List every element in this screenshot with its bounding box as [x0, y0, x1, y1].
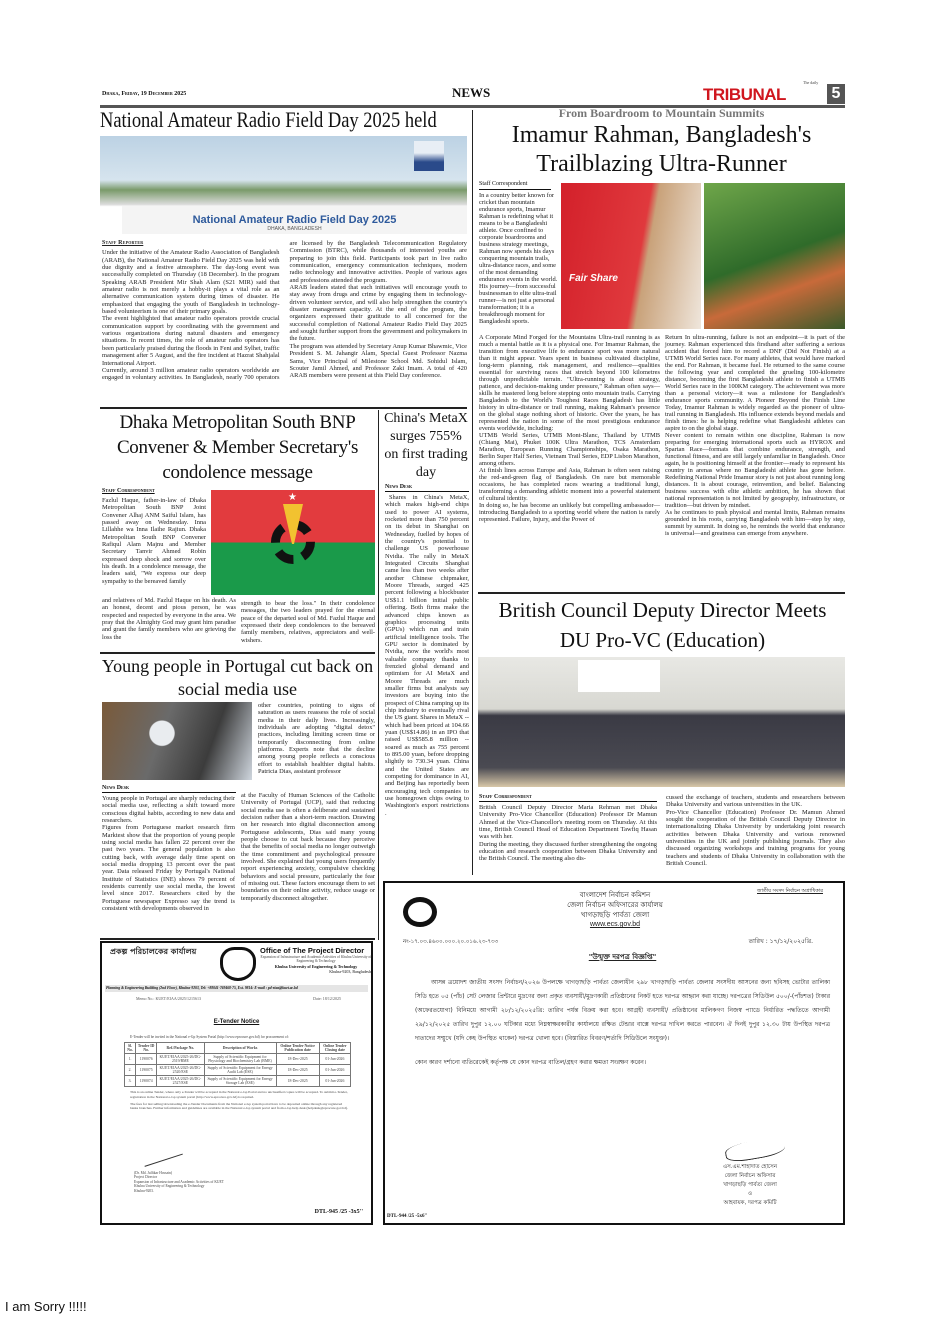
- page-number: 5: [827, 84, 845, 104]
- runner-col2: Return In ultra-running, failure is not an endpoint—it is part of the journey. Rahman experienced this firsthand after suffering a serious accident that forced him to record a DNF (Did Not Finish) at a UTMB World Series race. For many athletes, that would have marked the end. For Rahman, it became fuel. He returned to the same course the following year and completed the grueling 100-kilometre distance, becoming the first Bangladeshi athlete to finish a UTMB World Series race in the 100KM category. The achievement was more than a personal victory—it was a milestone for Bangladesh's endurance sports community. A Pioneer Beyond the Finish Line Today, Imamur Rahman is widely regarded as the pioneer of ultra-trail running in Bangladesh. His influence extends beyond medals and finish times: he is helping redefine what Bangladeshi athletes can aspire to on the global stage. Never content to remain within one discipline, Rahman is now preparing for emerging international sports such as HYROX and Spartan Race—formats that combine endurance, strength, and functional fitness, and are still largely unfamiliar in Bangladesh. Once again, he is positioning himself at the frontier—ready to represent his country in arenas where no Bangladeshi athlete has gone before. Redefining National Pride Imamur story is not just about running long distances. It is about courage, reinvention, and belief. Balancing business success with elite athletic ambition, he has shown that national representation is not limited by geography, infrastructure, or tradition—but driven by mindset. As he continues to push physical and mental limits, Rahman remains grounded in his roots, carrying Bangladesh with him—step by step, summit by summit. In doing so, he reminds the world that endurance is universal—and greatness can emerge from anywhere.: [665, 334, 845, 537]
- bnp-rule: [100, 652, 375, 654]
- metax-text: Shares in China's MetaX, which makes high-end chips used to power AI systems, rocketed more than 750 percent on its debut in Shanghai on Wednesday, fuelled by hopes of the country's potential to challenge US powerhouse Nvidia. The rally in MetaX Integrated Circuits Shanghai came less than two weeks after another Chinese chipmaker, Moore Threads, surged 425 percent following a blockbuster US$1.1 billion initial public offering. Both firms make the advanced chips known as graphics processing units (GPUs) which run and train artificial intelligence tools. The GPU sector is dominated by Nvidia, now the world's most valuable company thanks to frenzied global demand and optimism for AI MetaX and Moore Threads are much smaller firms but analysts say investors are buying into the prospect of China ramping up its chip industry to eventually rival the US giant. Shares in MetaX -- which had been priced at 104.66 yuan (US$14.86) in an IPO that raised US$585.8 million -- soared as much as 755 percent to 895.00 yuan, before dropping slightly to 730.34 yuan. China and the United States are competing for dominance in AI, and Beijing has reportedly been encouraging tech companies to use homegrown chips owing to Washington's export restrictions .: [385, 494, 469, 817]
- kuet-signature: [141, 1143, 183, 1167]
- portrait-inset: [414, 141, 444, 171]
- logo-small: The daily: [803, 80, 819, 85]
- section-title: NEWS: [452, 85, 491, 100]
- runner-rule: [478, 592, 845, 594]
- runner-col1: A Corporate Mind Forged for the Mountains Ultra-trail running is as much a mental battle as it is a physical one. For Imamur Rahman, the transition from executive life to endurance sport was more natural than it might appear. Years spent in business cultivated discipline, long-term planning, risk management, and resilience—qualities essential for surviving races that stretch beyond 100 kilometres through unpredictable terrain. "Ultra-running is about strategy, patience, and decision-making under pressure," Rahman often says—skills he mastered long before stepping onto mountain trails. Carrying Bangladesh to the World's Toughest Races Bangladesh has little history in ultra-distance or trail running, making Rahman's presence on the global stage nothing short of historic. Over the years, he has represented the nation in some of the most prestigious endurance events worldwide, including: UTMB World Series, UTMB Mont-Blanc, Thailand by UTMB (Chiang Mai), Phuket 100K Ultra Marathon, TCS Amsterdam Marathon, European Running Championships, Osaka Marathon, Berlin Super Half Series, Vietnam Trail Series, EDP Lisbon Marathon, among others. At finish lines across Europe and Asia, Rahman is often seen raising the red-and-green flag of Bangladesh. On rare but memorable occasions, he has completed races wearing a traditional lungi, transforming a demanding athletic moment into a powerful statement of cultural identity. In doing so, he has become an unlikely but compelling ambassador—introducing Bangladesh to a sporting world where the nation is rarely represented. Failure, Injury, and the Power of: [479, 334, 660, 523]
- kuet-notice-title: E-Tender Notice: [213, 1019, 260, 1025]
- runner-intro: In a country better known for cricket than mountain endurance sports, Imamur Rahman is redefining what it means to be a Bangladeshi athlete. Once confined to corporate boardrooms and business strategy meetings, Rahman now spends his days conquering mountain trails, ultra-distance races, and some of the most demanding endurance events in the world. His journey—from successful businessman to elite ultra-trail runner—is not just a personal transformation; it is a breakthrough moment for Bangladeshi sports.: [479, 192, 558, 325]
- runner-headline: Imamur Rahman, Bangladesh's Trailblazing Ultra-Runner: [511, 122, 812, 177]
- table-row: 3. 1190074 KUET/EIAA/2025-26/DG-2527/ESE Supply of Scientific Equipment for Energy Storage Lab (ESE) 18-Dec-2025 01-Jan-2026: [125, 1076, 351, 1087]
- dateline: Dhaka, Friday, 19 December 2025: [102, 91, 187, 97]
- bnp-divider: [378, 410, 379, 940]
- runner-photo-trail: [704, 183, 845, 329]
- footer-note: I am Sorry !!!!!: [5, 1299, 87, 1314]
- phone-photo: [102, 702, 252, 780]
- portugal-col2: at the Faculty of Human Sciences of the Catholic University of Portugal (UCP), said that reducing social media use is often a deliberate and sustained decision rather than a short-term reaction. Drawing on her research into digital disconnection among Portuguese adolescents, Dias said many young people choose to cut back because they perceive that the benefits of social media no longer outweigh the time commitment and psychological pressure involved. She explained that young users frequently report experiencing anxiety, compulsive checking behaviors and social pressure, particularly the fear of missing out. These factors encourage them to set boundaries on their online activity, reduce usage or temporarily disconnect altogether.: [241, 792, 375, 902]
- british-byline: Staff Correspondent: [479, 794, 657, 802]
- meeting-room-sign: [578, 660, 660, 692]
- radio-headline: National Amateur Radio Field Day 2025 held: [100, 107, 437, 132]
- table-row: 1. 1190076 KUET/EIAA/2025-26/DG-2519/BME Supply of Scientific Equipment for Physiology and Biochemistry Lab (BME) 18-Dec-2025 01-Jan-2026: [125, 1054, 351, 1065]
- portugal-headline: Young people in Portugal cut back on social media use: [101, 656, 374, 699]
- kuet-body-flow: E-Tender will be invited in the National e-Gp System Portal (http://www.eprocure.gov.bd) for procurement of: Sl. No. Tender ID No. Ref./Package No. Description of Works Online Tender Notice Publication date Online Tender Closing date 1. 1190076 KUET/EIAA/2025-26/DG-2519/BME Supply of Scientific Equipment for Physiology and Biochemistry Lab (BME) 18-Dec-2025 01-Jan-2026 2. 1190075 KUET/EIAA/2025-26/DG-2520/ESE Supply of Scientific Equipment for Energy Audit Lab (ESE) 18-Dec-2025 01-Jan-2026 3. 1190074 KUET/EIAA/2025-26/DG-2527/ESE Supply of Scientific Equipment for Energy Storage Lab (ESE) 18-Dec-2025 01-Jan-2026 This is an online Tender, where only e-Tender will be accepted in the National e-Gp Portal and no unclassified copies will be accepted. To submit e-Tender, registration in the National e-Gp system portal (http://www.eprocure.gov.bd) is required. The fees for last selling/downloading the e-Tender Documents from the National e-Gp system portal have to be deposited online through any registered banks branches. Further information and guidelines are available in the National e-Gp system portal and from e-Gp help desk (helpdesk@eprocure.gov.bd).: [124, 1035, 351, 1111]
- runner-byline: Staff Correspondent: [479, 181, 551, 190]
- ec-notice-body: আসন্ন ত্রয়োদশ জাতীয় সংসদ নির্বাচন/২০২৬ উপলক্ষে খাগড়াছড়ি পার্বত্য জেলাধীন ২৯৮ খাগড়াছড়ি পার্বত্য জেলার সংসদীয় আসনের জন্য ছবিসহ ভোটার তালিকা সিডি হতে ০৫ (পাঁচ) সেট লেজার প্রিন্টারে মুদ্রণের জন্য প্রকৃত ব্যবসায়ী/মুদ্রণকারী প্রতিষ্ঠানের নিকট হতে দরপত্র আহ্বান করা যাচ্ছে। দরপত্রের সিডিউল ৫০০/-(পাঁচশত) টাকার (অফেরতযোগ্য) বিনিময়ে আগামী ২৮/১২/২০২৫খ্রি: তারিখ পর্যন্ত বিক্রয় করা হবে। আগ্রহী ব্যবসায়ী/ প্রতিষ্ঠানের মালিকগণ নিজস্ব প্যাডে নির্ধারিত পদ্ধতিতে আগামী ২৯/১২/২০২৫ তারিখ দুপুর ১২.০০ ঘটিকার মধ্যে নিম্নস্বাক্ষরকারীর কার্যালয়ে রক্ষিত টেন্ডার বাক্সে দরপত্র দাখিল করতে পারবেন। ঐ দিনই দুপুর ১২.৩০ টায় উপস্থিত দরপত্র দাতাদের সম্মুখে (যদি কেহ উপস্থিত থাকেন) দরপত্র খোলা হবে। (বিস্তারিত বিবরণ/শর্তাদি সিডিউলে সংযুক্ত)।: [415, 979, 830, 1042]
- portugal-col1: Young people in Portugal are sharply reducing their social media use, reflecting a shift toward more conscious digital habits, according to new data and researchers. Figures from Portuguese market research firm Marktest show that the proportion of young people using social media has fallen 22 percent over the past two years. The general population is also cutting back, with average daily time spent on social media dropping 13 percent over the past year. Data released Friday by Portugal's National Institute of Statistics (INE) shows 79 percent of residents currently use social media, the lowest level since 2017. Researchers cited by the Portuguese newspaper Expresso say the trend is consistent with developments observed in: [102, 795, 235, 913]
- metax-byline: News Desk: [385, 484, 469, 492]
- bnp-lead: Fazlul Haque, father-in-law of Dhaka Metropolitan South BNP Joint Convener Alhaj ANM Saiful Islam, has passed away on Wednesday. Inna Lillahhe wa Inna Ilaihe Rajiun. Dhaka Metropolitan South BNP Convener Rafiqul Alam Majnu and Member Secretary Tanvir Ahmed Robin expressed deep shock and sorrow over his death. In a condolence message, the leaders said, "We express our deep sympathy to the bereaved family: [102, 497, 206, 585]
- kuet-tender-ad: প্রকল্প পরিচালকের কার্যালয় Office of The Project Director Expansion of Infrastructure and Academic Activities of Khulna University of Engineering & Technology Khulna University of Engineering & Technology Khulna-9203, Bangladesh. Planning & Engineering Building (2nd Floor), Khulna-9203, Tel: +88041-769468-75, Ext. 9814: E-mail : pd-eiaa@kuet.ac.bd Memo No.: KUET/EIAA/2025/1215613 Date: 18/12/2025 E-Tender Notice E-Tender will be invited in the National e-Gp System Portal (http://www.eprocure.gov.bd) for procurement of: Sl. No. Tender ID No. Ref./Package No. Description of Works Online Tender Notice Publication date Online Tender Closing date 1. 1190076 KUET/EIAA/2025-26/DG-2519/BME Supply of Scientific Equipment for Physiology and Biochemistry Lab (BME) 18-Dec-2025 01-Jan-2026 2. 1190075 KUET/EIAA/2025-26/DG-2520/ESE Supply of Scientific Equipment for Energy Audit Lab (ESE) 18-Dec-2025 01-Jan-2026 3. 1190074 KUET/EIAA/2025-26/DG-2527/ESE Supply of Scientific Equipment for Energy Storage Lab (ESE) 18-Dec-2025 01-Jan-2026 This is an online Tender, where only e-Tender will be accepted in the National e-Gp Portal and no unclassified copies will be accepted. To submit e-Tender, registration in the National e-Gp system portal (http://www.eprocure.gov.bd) is required. The fees for last selling/downloading the e-Tender Documents from the National e-Gp system portal have to be deposited online through any registered banks branches. Further information and guidelines are available in the National e-Gp system portal and from e-Gp help desk (helpdesk@eprocure.gov.bd). (Dr. Md. Julfikar Hossain) Project Director Expansion of Infrastructure and Academic Activities of KUET Khulna University of Engineering & Technology Khulna-9203. DTL-945 /25 -3x5'': [100, 941, 373, 1225]
- radio-rule: [100, 407, 467, 409]
- election-tender-ad: জাতীয় সংসদ নির্বাচন অগ্রাধিকার বাংলাদেশ নির্বাচন কমিশন জেলা নির্বাচন অফিসারের কার্যালয় খাগড়াছড়ি পার্বত্য জেলা www.ecs.gov.bd নং-১৭.০৩.৪৬০০.০০০.২০.০১৬.২৩-৭৩৩ তারিখ : ১৭/১২/২০২৫খ্রি. "উন্মুক্ত দরপত্র বিজ্ঞপ্তি" আসন্ন ত্রয়োদশ জাতীয় সংসদ নির্বাচন/২০২৬ উপলক্ষে খাগড়াছড়ি পার্বত্য জেলাধীন ২৯৮ খাগড়াছড়ি পার্বত্য জেলার সংসদীয় আসনের জন্য ছবিসহ ভোটার তালিকা সিডি হতে ০৫ (পাঁচ) সেট লেজার প্রিন্টারে মুদ্রণের জন্য প্রকৃত ব্যবসায়ী/মুদ্রণকারী প্রতিষ্ঠানের নিকট হতে দরপত্র আহ্বান করা যাচ্ছে। দরপত্রের সিডিউল ৫০০/-(পাঁচশত) টাকার (অফেরতযোগ্য) বিনিময়ে আগামী ২৮/১২/২০২৫খ্রি: তারিখ পর্যন্ত বিক্রয় করা হবে। আগ্রহী ব্যবসায়ী/ প্রতিষ্ঠানের মালিকগণ নিজস্ব প্যাডে নির্ধারিত পদ্ধতিতে আগামী ২৯/১২/২০২৫ তারিখ দুপুর ১২.০০ ঘটিকার মধ্যে নিম্নস্বাক্ষরকারীর কার্যালয়ে রক্ষিত টেন্ডার বাক্সে দরপত্র দাখিল করতে পারবেন। ঐ দিনই দুপুর ১২.৩০ টায় উপস্থিত দরপত্র দাতাদের সম্মুখে (যদি কেহ উপস্থিত থাকেন) দরপত্র খোলা হবে। (বিস্তারিত বিবরণ/শর্তাদি সিডিউলে সংযুক্ত)। কোন কারণ দর্শানো ব্যতিরেকেই কর্তৃপক্ষ যে কোন দরপত্র বাতিল/গ্রহণ করার ক্ষমতা সংরক্ষণ করেন। এস.এম.শাহাদাত হোসেন জেলা নির্বাচন অফিসার খাগড়াছড়ি পার্বত্য জেলা ও আহবায়ক, দরপত্র কমিটি DTL-944 /25 -5x6'': [383, 881, 845, 1225]
- column-divider: [472, 110, 473, 875]
- ec-ad-code: DTL-944 /25 -5x6'': [387, 1214, 428, 1219]
- kuet-office: Office of The Project Director: [260, 946, 365, 955]
- masthead-logo: [703, 80, 845, 104]
- ec-signatory: এস.এম.শাহাদাত হোসেন জেলা নির্বাচন অফিসার খাগড়াছড়ি পার্বত্য জেলা ও আহবায়ক, দরপত্র কমিটি: [722, 1164, 778, 1206]
- radio-article: Staff Reporter Under the initiative of the Amateur Radio Association of Bangladesh (ARAB), the National Amateur Radio Field Day 2025 was held with due dignity and a festive atmosphere. The day-long event was successfully completed on Thursday (18 December). In the program Speaking ARAB President Mir Shah Alam (S21 MIR) said that amateur radio is not merely a hobby-it plays a vital role as an alternative communication system during times of disaster. He emphasized that engaging the youth of Bangladesh in technology-based volunteerism is one of their primary goals. The event highlighted that amateur radio operators provide crucial communication support by coordinating with the government and various organizations during natural disasters and emergency situations. In recent times, the role of amateur radio operators has been particularly praised during the floods in Feni and Sylhet, traffic management after 5 August, and the fire incident at Hazrat Shahjalal International Airport. Currently, around 3 million amateur radio operators worldwide are engaged in voluntary activities. In Bangladesh, nearly 700 operators are licensed by the Bangladesh Telecommunication Regulatory Commission (BTRC), while thousands of interested youths are preparing to join this field. Participants took part in live radio communication, emergency communication techniques, modern radio technology and innovative activities. People of various ages and professions attended the program. ARAB leaders stated that such initiatives will encourage youth to stay away from drugs and crime by engaging them in technology-driven volunteer service, and will also help strengthen the country's disaster management capacity. At the end of the program, the organizers expressed their gratitude to all concerned for the successful completion of National Amateur Radio Field Day 2025 and sought further support from the government and policymakers in the future. The program was attended by Secretary Anup Kumar Bhawmic, Vice President S. M. Jahangir Alam, Special Guest Professor Nazma Sams, Vice Principal of Milestone School Md. Sohidul Islam, Scouter Jamil Ahmed, and Professor Zaki Imam. A total of 420 ARAB members were present at this Field Day conference.: [102, 240, 467, 382]
- bnp-byline: Staff Correspondent: [102, 488, 155, 494]
- radio-field-day-photo: [100, 136, 467, 234]
- logo-text: TRIBUNAL: [703, 85, 786, 104]
- british-headline: British Council Deputy Director Meets DU Pro-VC (Education): [498, 598, 827, 652]
- table-row: 2. 1190075 KUET/EIAA/2025-26/DG-2520/ESE Supply of Scientific Equipment for Energy Audit Lab (ESE) 18-Dec-2025 01-Jan-2026: [125, 1065, 351, 1076]
- runner-photo-expo: Fair Share: [561, 183, 701, 329]
- star-icon: ★: [288, 492, 297, 503]
- kuet-office-block: Office of The Project Director Expansion of Infrastructure and Academic Activities of Khulna University of Engineering & Technology Khulna University of Engineering & Technology Khulna-9203, Bangladesh.: [260, 946, 372, 974]
- british-col1: British Council Deputy Director Maria Rehman met Dhaka University Pro-Vice Chancellor (Education) Professor Dr Mamun Ahmed at the Vice-Chancellor's meeting room on Thursday. At this time, British Council Head of Education Department Tawfiq Hasan was with her. During the meeting, they discussed further strengthening the ongoing education and research cooperation between Dhaka University and the British Council. The meeting also dis-: [479, 804, 657, 863]
- kuet-signatory: (Dr. Md. Julfikar Hossain) Project Director Expansion of Infrastructure and Academic Activities of KUET Khulna University of Engineering & Technology Khulna-9203.: [134, 1171, 224, 1193]
- bnp-flag: [211, 490, 375, 595]
- metax-headline: China's MetaX surges 755% on first trading day: [384, 411, 468, 480]
- ec-notice-title: "উন্মুক্ত দরপত্র বিজ্ঞপ্তি": [588, 953, 657, 961]
- runner-kicker: From Boardroom to Mountain Summits: [558, 106, 765, 120]
- portugal-byline: News Desk: [102, 785, 236, 793]
- ec-body-flow: "উন্মুক্ত দরপত্র বিজ্ঞপ্তি" আসন্ন ত্রয়োদশ জাতীয় সংসদ নির্বাচন/২০২৬ উপলক্ষে খাগড়াছড়ি পার্বত্য জেলাধীন ২৯৮ খাগড়াছড়ি পার্বত্য জেলার সংসদীয় আসনের জন্য ছবিসহ ভোটার তালিকা সিডি হতে ০৫ (পাঁচ) সেট লেজার প্রিন্টারে মুদ্রণের জন্য প্রকৃত ব্যবসায়ী/মুদ্রণকারী প্রতিষ্ঠানের নিকট হতে দরপত্র আহ্বান করা যাচ্ছে। দরপত্রের সিডিউল ৫০০/-(পাঁচশত) টাকার (অফেরতযোগ্য) বিনিময়ে আগামী ২৮/১২/২০২৫খ্রি: তারিখ পর্যন্ত বিক্রয় করা হবে। আগ্রহী ব্যবসায়ী/ প্রতিষ্ঠানের মালিকগণ নিজস্ব প্যাডে নির্ধারিত পদ্ধতিতে আগামী ২৯/১২/২০২৫ তারিখ দুপুর ১২.০০ ঘটিকার মধ্যে নিম্নস্বাক্ষরকারীর কার্যালয়ে রক্ষিত টেন্ডার বাক্সে দরপত্র দাখিল করতে পারবেন। ঐ দিনই দুপুর ১২.৩০ টায় উপস্থিত দরপত্র দাতাদের সম্মুখে (যদি কেহ উপস্থিত থাকেন) দরপত্র খোলা হবে। (বিস্তারিত বিবরণ/শর্তাদি সিডিউলে সংযুক্ত)। কোন কারণ দর্শানো ব্যতিরেকেই কর্তৃপক্ষ যে কোন দরপত্র বাতিল/গ্রহণ করার ক্ষমতা সংরক্ষণ করেন।: [415, 953, 830, 1066]
- kuet-ad-code: DTL-945 /25 -3x5'': [314, 1209, 363, 1215]
- british-col2: cussed the exchange of teachers, students and researchers between Dhaka University and various universities in the UK. Pro-Vice Chancellor (Education) Professor Dr. Mamun Ahmed sought the cooperation of the British Council Deputy Director in internationalizing Dhaka University by undertaking joint research activities between Dhaka University and various renowned universities in the UK and jointly publishing journals. They also discussed organizing workshops and training programs for young teachers and students of Dhaka University in collaboration with the British Council.: [666, 794, 845, 868]
- kuet-crest-icon: [220, 947, 256, 981]
- portugal-right-top: other countries, pointing to signs of saturation as users reassess the role of social media in their daily lives. Increasingly, individuals are adopting "digital detox" practices, including limiting screen time or temporarily disconnecting from online platforms. Experts note that the decline among young people reflects a conscious effort to establish healthier digital habits. Patricia Dias, assistant professor: [258, 702, 375, 776]
- radio-banner: National Amateur Radio Field Day 2025 DHAKA, BANGLADESH: [122, 206, 467, 234]
- metax-article: [383, 410, 469, 817]
- portugal-rule: [100, 938, 375, 940]
- ec-seal-icon: [403, 897, 437, 927]
- bnp-col2: strength to bear the loss." In their condolence messages, the two leaders prayed for the eternal peace of the departed soul of Md. Fazlul Haque and expressed their deep condolences to the bereaved family members, relatives, appreciators and well-wishers.: [241, 600, 375, 644]
- bnp-headline: Dhaka Metropolitan South BNP Convener & Member Secretary's condolence message: [116, 412, 359, 483]
- kuet-bn-title: প্রকল্প পরিচালকের কার্যালয়: [110, 947, 197, 956]
- bnp-col1: and relatives of Md. Fazlul Haque on his death. As an honest, decent and pious person, he was respected and respected by everyone in the area. We pray that the Almighty God may grant him paradise and grant the family members who are grieving the loss the: [102, 597, 236, 641]
- british-council-meeting-photo: [478, 657, 845, 787]
- ec-signature: [724, 1136, 786, 1164]
- kuet-tender-table: Sl. No. Tender ID No. Ref./Package No. Description of Works Online Tender Notice Publication date Online Tender Closing date 1. 1190076 KUET/EIAA/2025-26/DG-2519/BME Supply of Scientific Equipment for Physiology and Biochemistry Lab (BME) 18-Dec-2025 01-Jan-2026 2. 1190075 KUET/EIAA/2025-26/DG-2520/ESE Supply of Scientific Equipment for Energy Audit Lab (ESE) 18-Dec-2025 01-Jan-2026 3. 1190074 KUET/EIAA/2025-26/DG-2527/ESE Supply of Scientific Equipment for Energy Storage Lab (ESE) 18-Dec-2025 01-Jan-2026: [124, 1042, 351, 1087]
- ec-letterhead: বাংলাদেশ নির্বাচন কমিশন জেলা নির্বাচন অফিসারের কার্যালয় খাগড়াছড়ি পার্বত্য জেলা www.ecs.gov.bd: [567, 891, 663, 928]
